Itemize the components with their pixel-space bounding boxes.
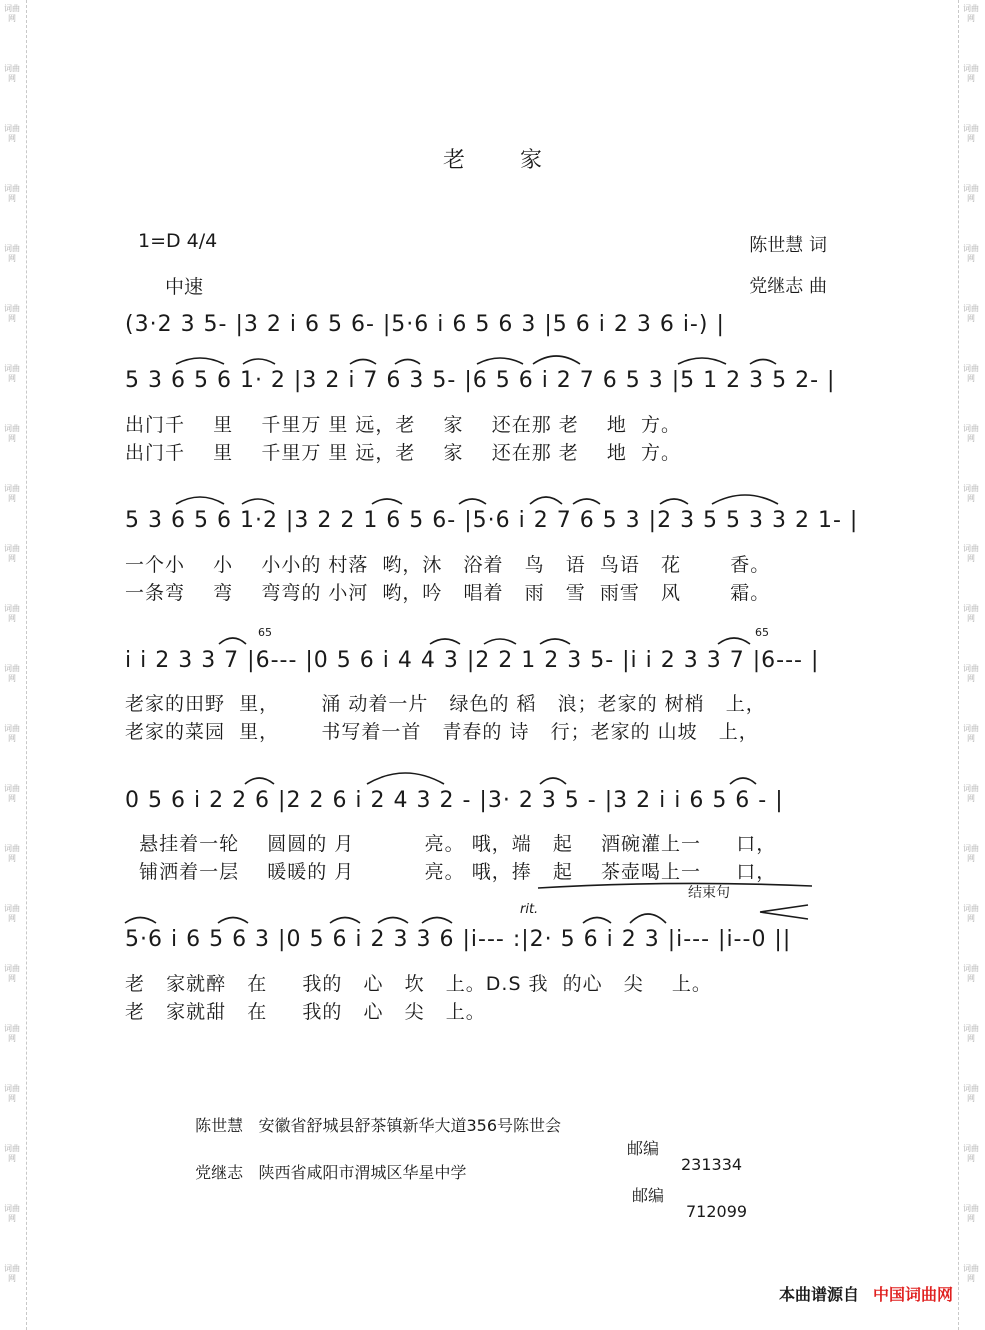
watermark-text: 词曲网 [963,244,979,263]
watermark-text: 词曲网 [963,1024,979,1043]
watermark-text: 词曲网 [4,184,20,203]
notation-line-5: 0 5 6 i 2 2 6 |2 2 6 i 2 4 3 2 - |3· 2 3 5 - |3 2 i i 6 5 6 - | [125,788,784,813]
watermark-text: 词曲网 [963,4,979,23]
source-credit [779,1282,953,1305]
postal-label: 邮编 [627,1139,660,1158]
lyricist-credit: 陈世慧 词 [749,235,827,256]
lyric-line-5a: 悬挂着一轮 圆圆的 月 亮。 哦，端 起 酒碗灌上一 口， [125,833,777,855]
watermark-text: 词曲网 [4,4,20,23]
watermark-text: 词曲网 [4,1084,20,1103]
lyric-line-3b: 一条弯 弯 弯弯的 小河 哟，吟 唱着 雨 雪 雨雪 风 霜。 [125,582,771,604]
lyric-line-3a: 一个小 小 小小的 村落 哟，沐 浴着 鸟 语 鸟语 花 香。 [125,554,771,576]
watermark-text: 词曲网 [4,1204,20,1223]
watermark-text: 词曲网 [963,124,979,143]
watermark-text: 词曲网 [4,1024,20,1043]
contact-name: 陈世慧 [195,1116,244,1135]
grace-note-a: 65 [258,626,272,639]
notation-line-2: 5 3 6 5 6 1· 2 |3 2 i 7 6 3 5- |6 5 6 i 2 7 6 5 3 |5 1 2 3 5 2- | [125,368,836,393]
lyric-line-2a: 出门千 里 千里万 里 远，老 家 还在那 老 地 方。 [125,414,681,436]
source-label: 本曲谱源自 [778,1285,859,1304]
contact-address: 陕西省咸阳市渭城区华星中学 [258,1163,467,1182]
contact-name: 党继志 [195,1163,244,1182]
source-site-link[interactable]: 中国词曲网 [872,1285,953,1304]
watermark-text: 词曲网 [963,484,979,503]
watermark-text: 词曲网 [963,364,979,383]
watermark-text: 词曲网 [4,424,20,443]
watermark-text: 词曲网 [963,604,979,623]
watermark-text: 词曲网 [4,244,20,263]
watermark-text: 词曲网 [4,544,20,563]
contact-address: 安徽省舒城县舒茶镇新华大道356号陈世会 [258,1116,561,1135]
watermark-text: 词曲网 [4,964,20,983]
postal-code: 231334 [681,1155,743,1174]
watermark-text: 词曲网 [4,484,20,503]
watermark-text: 词曲网 [963,1264,979,1283]
watermark-text: 词曲网 [4,664,20,683]
watermark-text: 词曲网 [963,544,979,563]
rit-marking: rit. [520,902,539,917]
lyric-line-6b: 老 家就甜 在 我的 心 尖 上。 [125,1001,486,1023]
watermark-text: 词曲网 [4,1264,20,1283]
watermark-text: 词曲网 [963,784,979,803]
watermark-text: 词曲网 [4,64,20,83]
watermark-text: 词曲网 [4,364,20,383]
composer-credit: 党继志 曲 [749,276,827,297]
watermark-text: 词曲网 [963,724,979,743]
watermark-text: 词曲网 [963,64,979,83]
notation-line-4: i i 2 3 3 7 |6--- |0 5 6 i 4 4 3 |2 2 1 2 3 5- |i i 2 3 3 7 |6--- | [125,648,820,673]
postal-label: 邮编 [632,1186,665,1205]
watermark-text: 词曲网 [963,1144,979,1163]
notation-line-6: 5·6 i 6 5 6 3 |0 5 6 i 2 3 3 6 |i--- :|2· 5 6 i 2 3 |i--- |i--0 || [125,927,792,952]
notation-line-1: (3·2 3 5- |3 2 i 6 5 6- |5·6 i 6 5 6 3 |5 6 i 2 3 6 i-) | [125,312,725,337]
watermark-text: 词曲网 [963,184,979,203]
tempo-marking: 中速 [165,276,204,298]
watermark-text: 词曲网 [4,784,20,803]
watermark-text: 词曲网 [4,604,20,623]
lyric-line-4a: 老家的田野 里， 涌 动着一片 绿色的 稻 浪；老家的 树梢 上， [125,693,766,715]
watermark-text: 词曲网 [963,664,979,683]
notation-line-3: 5 3 6 5 6 1·2 |3 2 2 1 6 5 6- |5·6 i 2 7 6 5 3 |2 3 5 5 3 3 2 1- | [125,508,859,533]
lyric-line-2b: 出门千 里 千里万 里 远，老 家 还在那 老 地 方。 [125,442,681,464]
postal-code: 712099 [686,1202,748,1221]
watermark-text: 词曲网 [4,844,20,863]
watermark-text: 词曲网 [963,304,979,323]
key-signature: 1=D 4/4 [138,230,218,252]
watermark-text: 词曲网 [963,1084,979,1103]
coda-label: 结束句 [688,885,730,901]
lyric-line-5b: 铺洒着一层 暖暖的 月 亮。 哦，捧 起 茶壶喝上一 口， [125,861,777,883]
watermark-text: 词曲网 [4,304,20,323]
watermark-text: 词曲网 [963,844,979,863]
watermark-text: 词曲网 [4,1144,20,1163]
watermark-text: 词曲网 [963,904,979,923]
watermark-text: 词曲网 [963,1204,979,1223]
watermark-text: 词曲网 [4,724,20,743]
watermark-text: 词曲网 [4,904,20,923]
watermark-text: 词曲网 [963,964,979,983]
lyric-line-4b: 老家的菜园 里， 书写着一首 青春的 诗 行；老家的 山坡 上， [125,721,759,743]
left-watermark-margin [0,0,27,1330]
lyric-line-6a: 老 家就醉 在 我的 心 坎 上。D.S 我 的心 尖 上。 [125,973,712,995]
grace-note-b: 65 [755,626,769,639]
song-title: 老 家 [443,148,566,173]
right-watermark-margin [958,0,985,1330]
watermark-text: 词曲网 [963,424,979,443]
watermark-text: 词曲网 [4,124,20,143]
